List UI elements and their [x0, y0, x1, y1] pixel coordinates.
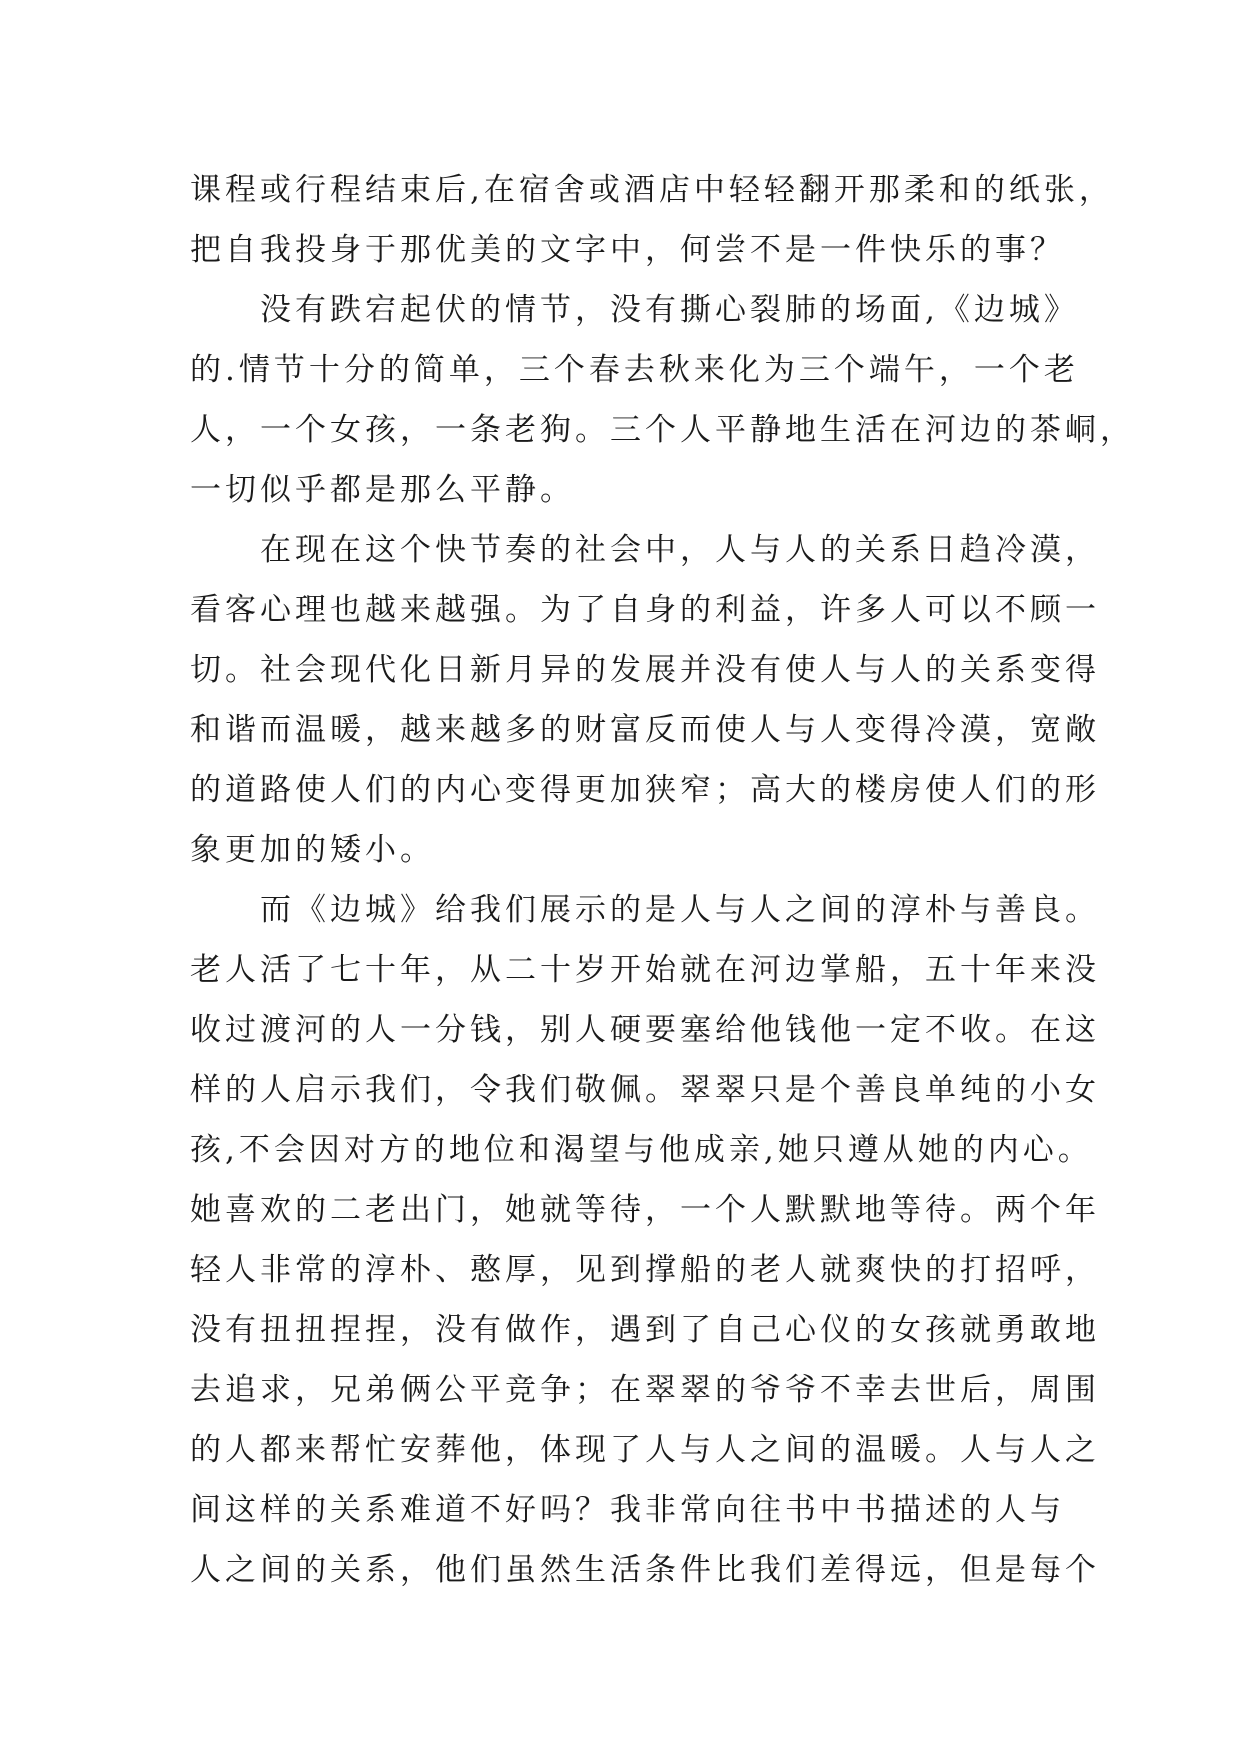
text-line: 切。社会现代化日新月异的发展并没有使人与人的关系变得 — [190, 652, 1100, 688]
text-line: 她喜欢的二老出门，她就等待，一个人默默地等待。两个年 — [190, 1192, 1100, 1228]
text-line: 轻人非常的淳朴、憨厚，见到撑船的老人就爽快的打招呼， — [190, 1252, 1100, 1288]
body-text — [190, 160, 1135, 1600]
text-line: 象更加的矮小。 — [190, 832, 435, 868]
text-line: 老人活了七十年，从二十岁开始就在河边掌船，五十年来没 — [190, 952, 1100, 988]
text-line: 看客心理也越来越强。为了自身的利益，许多人可以不顾一 — [190, 592, 1100, 628]
text-line: 人，一个女孩，一条老狗。三个人平静地生活在河边的茶峒， — [190, 412, 1135, 448]
text-line: 的.情节十分的简单，三个春去秋来化为三个端午，一个老 — [190, 352, 1079, 388]
text-line: 而《边城》给我们展示的是人与人之间的淳朴与善良。 — [260, 892, 1100, 928]
text-line: 一切似乎都是那么平静。 — [190, 472, 575, 508]
text-line: 没有跌宕起伏的情节，没有撕心裂肺的场面,《边城》 — [260, 292, 1079, 328]
text-line: 课程或行程结束后,在宿舍或酒店中轻轻翻开那柔和的纸张， — [190, 172, 1114, 208]
text-line: 在现在这个快节奏的社会中，人与人的关系日趋冷漠， — [260, 532, 1100, 568]
text-line: 把自我投身于那优美的文字中，何尝不是一件快乐的事？ — [190, 232, 1065, 268]
text-line: 孩,不会因对方的地位和渴望与他成亲,她只遵从她的内心。 — [190, 1132, 1093, 1168]
text-line: 收过渡河的人一分钱，别人硬要塞给他钱他一定不收。在这 — [190, 1012, 1100, 1048]
text-line: 没有扭扭捏捏，没有做作，遇到了自己心仪的女孩就勇敢地 — [190, 1312, 1100, 1348]
text-line: 的道路使人们的内心变得更加狭窄；高大的楼房使人们的形 — [190, 772, 1100, 808]
text-line: 人之间的关系，他们虽然生活条件比我们差得远，但是每个 — [190, 1552, 1100, 1588]
text-line: 间这样的关系难道不好吗？我非常向往书中书描述的人与 — [190, 1492, 1065, 1528]
text-line: 和谐而温暖，越来越多的财富反而使人与人变得冷漠，宽敞 — [190, 712, 1100, 748]
text-line: 样的人启示我们，令我们敬佩。翠翠只是个善良单纯的小女 — [190, 1072, 1100, 1108]
text-line: 的人都来帮忙安葬他，体现了人与人之间的温暖。人与人之 — [190, 1432, 1100, 1468]
text-line: 去追求，兄弟俩公平竞争；在翠翠的爷爷不幸去世后，周围 — [190, 1372, 1100, 1408]
